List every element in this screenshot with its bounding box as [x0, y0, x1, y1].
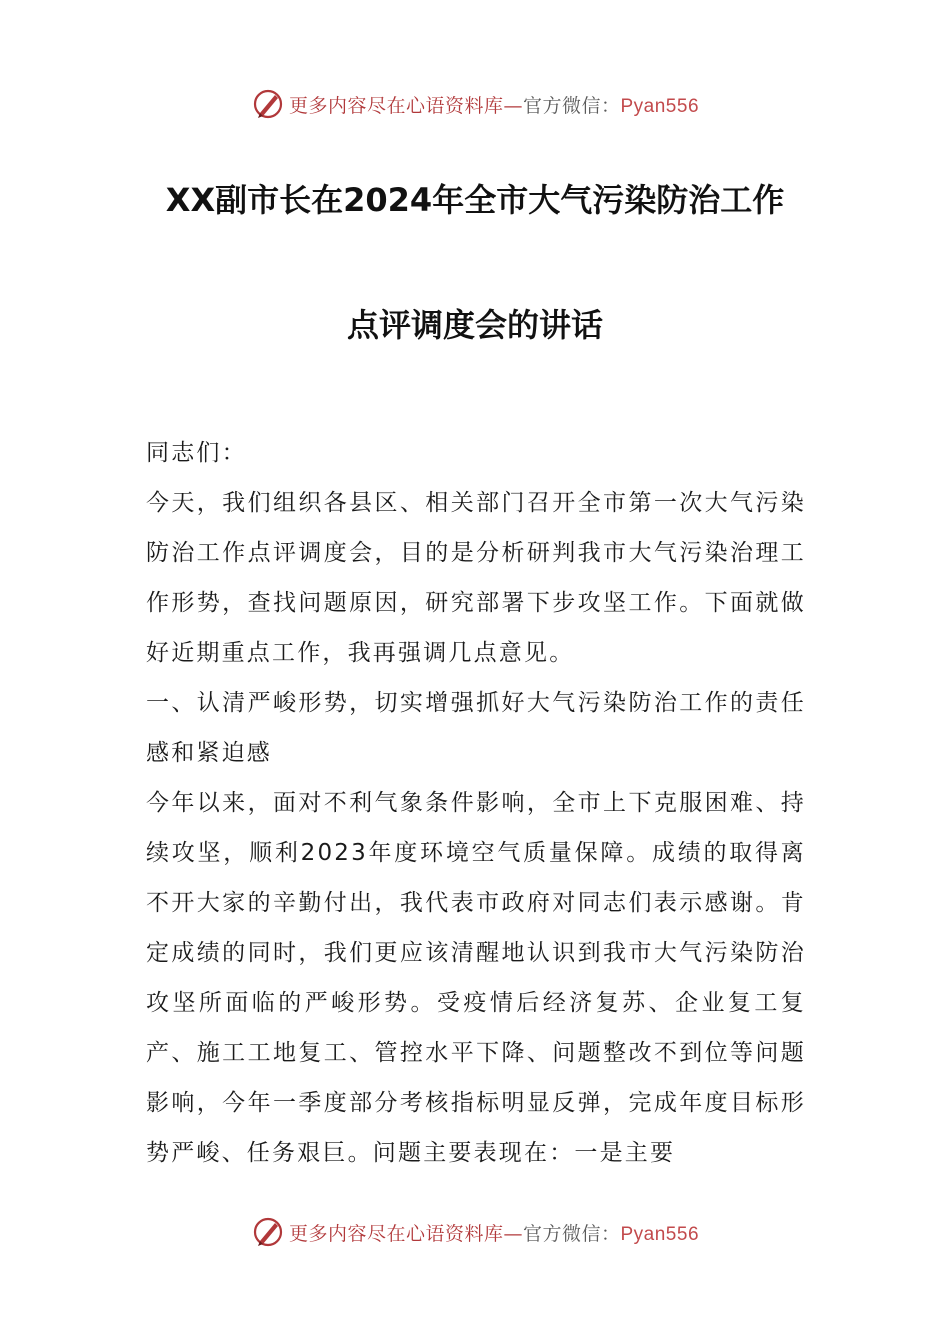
watermark-wechat-label: 官方微信：	[522, 1222, 621, 1245]
watermark-dash: —	[503, 1222, 523, 1245]
watermark-text	[289, 91, 699, 118]
watermark-wechat-id: Pyan556	[620, 95, 700, 117]
pen-logo-icon	[251, 1215, 285, 1249]
watermark-banner-top	[0, 84, 950, 124]
pen-logo-icon	[251, 87, 285, 121]
paragraph-intro: 今天，我们组织各县区、相关部门召开全市第一次大气污染防治工作点评调度会，目的是分析研判我市大气污染治理工作形势，查找问题原因，研究部署下步攻坚工作。下面就做好近期重点工作，我再强调几点意见。	[146, 490, 806, 666]
watermark-dash: —	[503, 94, 523, 117]
document-title-line-1: XX副市长在2024年全市大气污染防治工作	[165, 181, 785, 219]
watermark-banner-bottom	[0, 1212, 950, 1252]
salutation: 同志们：	[146, 440, 247, 466]
paragraph-situation: 今年以来，面对不利气象条件影响，全市上下克服困难、持续攻坚，顺利2023年度环境空气质量保障。成绩的取得离不开大家的辛勤付出，我代表市政府对同志们表示感谢。肯定成绩的同时，我们更应该清醒地认识到我市大气污染防治攻坚所面临的严峻形势。受疫情后经济复苏、企业复工复产、施工工地复工、管控水平下降、问题整改不到位等问题影响，今年一季度部分考核指标明显反弹，完成年度目标形势严峻、任务艰巨。问题主要表现在：一是主要	[146, 790, 806, 1166]
watermark-wechat-label: 官方微信：	[522, 94, 621, 117]
watermark-source: 更多内容尽在心语资料库	[288, 94, 504, 117]
watermark-text	[289, 1219, 699, 1246]
section-heading-1: 一、认清严峻形势，切实增强抓好大气污染防治工作的责任感和紧迫感	[146, 690, 806, 766]
watermark-source: 更多内容尽在心语资料库	[288, 1222, 504, 1245]
watermark-wechat-id: Pyan556	[620, 1223, 700, 1245]
document-body	[146, 428, 806, 1178]
document-title-line-2: 点评调度会的讲话	[346, 306, 603, 344]
